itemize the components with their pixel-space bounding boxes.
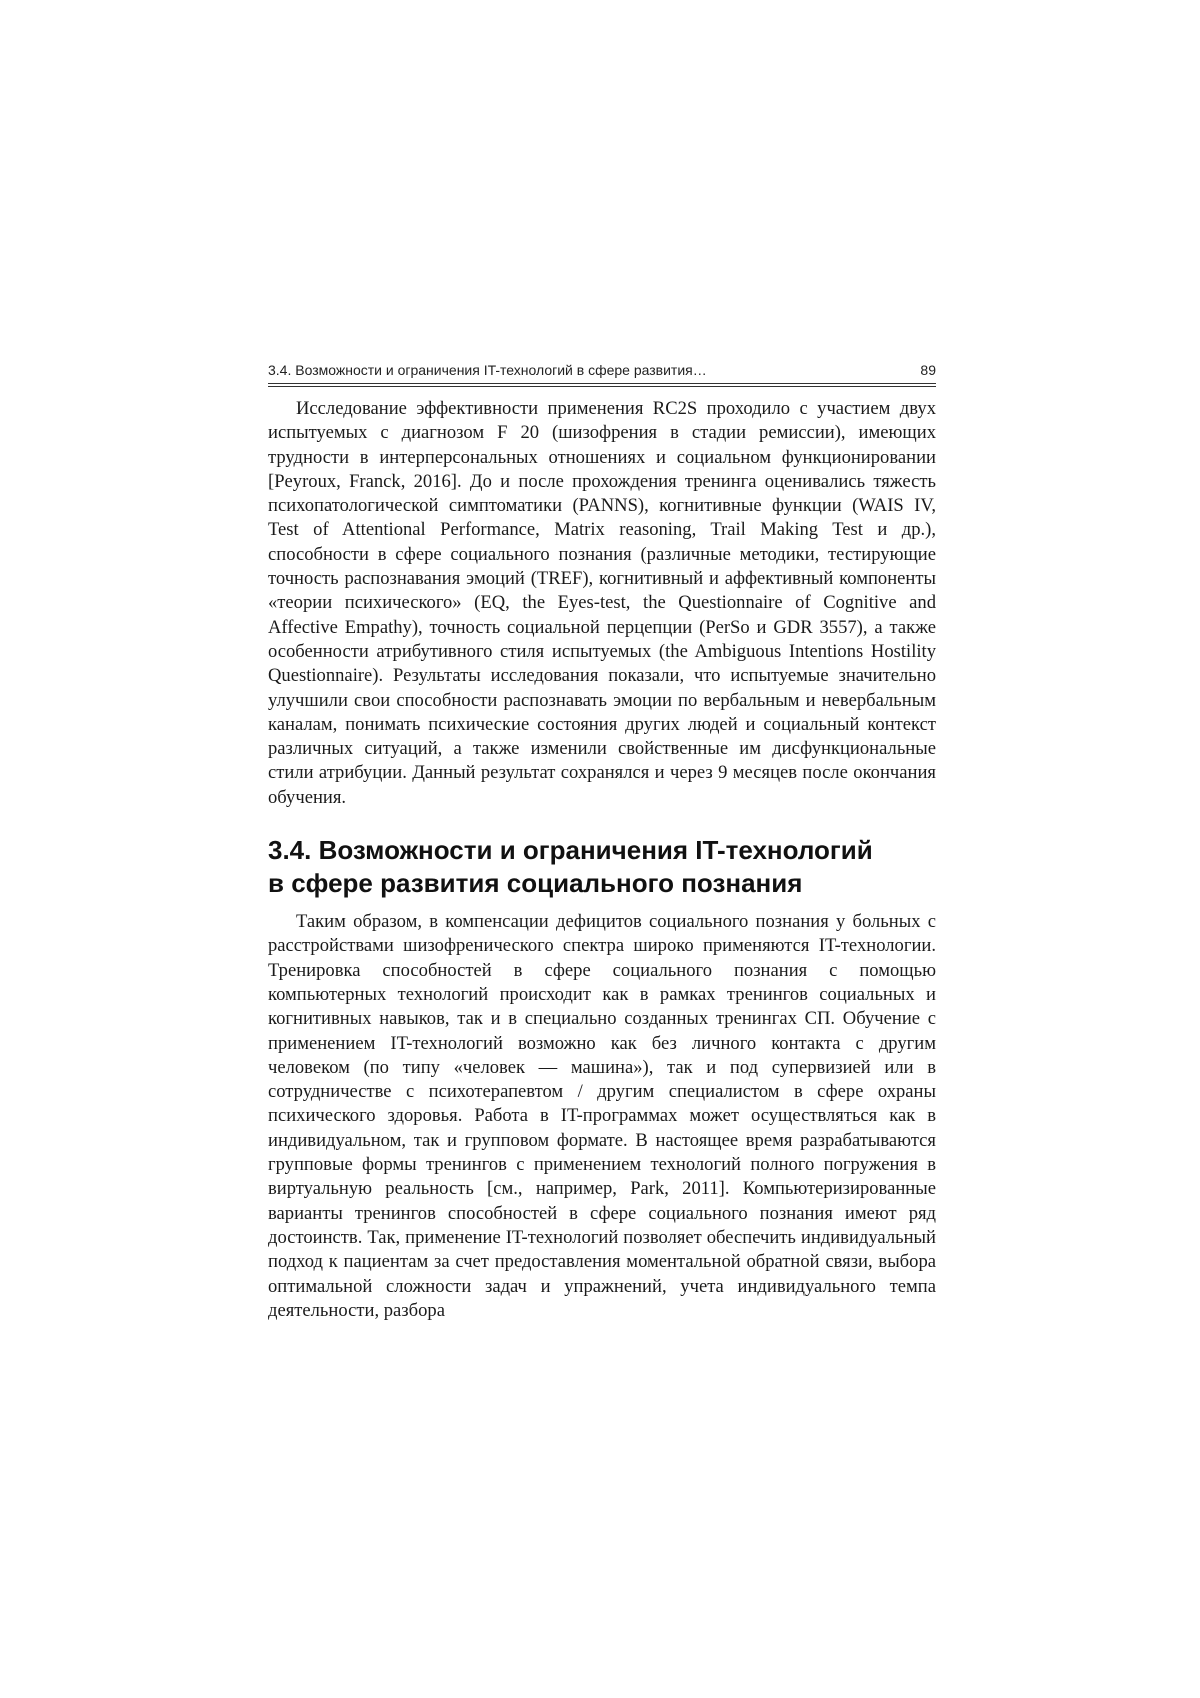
body-paragraph-1: Исследование эффективности применения RC2S проходило с участием двух испытуемых с диагнозом F 20 (шизофрения в стадии ремиссии), имеющих трудности в интерперсональных отношениях и социальном функционировании [Peyroux, Franck, 2016]. До и после прохождения тренинга оценивались тяжесть психопатологической симптоматики (PANNS), когнитивные функции (WAIS IV, Test of Attentional Performance, Matrix reasoning, Trail Making Test и др.), способности в сфере социального познания (различные методики, тестирующие точность распознавания эмоций (TREF), когнитивный и аффективный компоненты «теории психического» (EQ, the Eyes-test, the Questionnaire of Cognitive and Affective Empathy), точность социальной перцепции (PerSo и GDR 3557), а также особенности атрибутивного стиля испытуемых (the Ambiguous Intentions Hostility Questionnaire). Результаты исследования показали, что испытуемые значительно улучшили свои способности распознавать эмоции по вербальным и невербальным каналам, понимать психические состояния других людей и социальный контекст различных ситуаций, а также изменили свойственные им дисфункциональные стили атрибуции. Данный результат сохранялся и через 9 месяцев после окончания обучения. [268, 398, 936, 808]
section-heading [268, 834, 936, 900]
page-number: 89 [920, 362, 936, 378]
book-page [268, 362, 936, 1323]
body-paragraph-2: Таким образом, в компенсации дефицитов социального познания у больных с расстройствами шизофренического спектра широко применяются IT-технологии. Тренировка способностей в сфере социального познания с помощью компьютерных технологий происходит как в рамках тренингов социальных и когнитивных навыков, так и в специально созданных тренингах СП. Обучение с применением IT-технологий возможно как без личного контакта с другим человеком (по типу «человек — машина»), так и под супервизией или в сотрудничестве с психотерапевтом / другим специалистом в сфере охраны психического здоровья. Работа в IT-программах может осуществляться как в индивидуальном, так и групповом формате. В настоящее время разрабатываются групповые формы тренингов с применением технологий полного погружения в виртуальную реальность [см., например, Park, 2011]. Компьютеризированные варианты тренингов способностей в сфере социального познания имеют ряд достоинств. Так, применение IT-технологий позволяет обеспечить индивидуальный подход к пациентам за счет предоставления моментальной обратной связи, выбора оптимальной сложности задач и упражнений, учета индивидуального темпа деятельности, разбора [268, 911, 936, 1321]
section-heading-line-2: в сфере развития социального познания [268, 868, 803, 899]
header-double-rule [268, 383, 936, 387]
running-header [268, 362, 936, 383]
section-heading-line-1: 3.4. Возможности и ограничения IT-технологий [268, 835, 873, 866]
running-header-title: 3.4. Возможности и ограничения IT-технологий в сфере развития… [268, 362, 707, 378]
